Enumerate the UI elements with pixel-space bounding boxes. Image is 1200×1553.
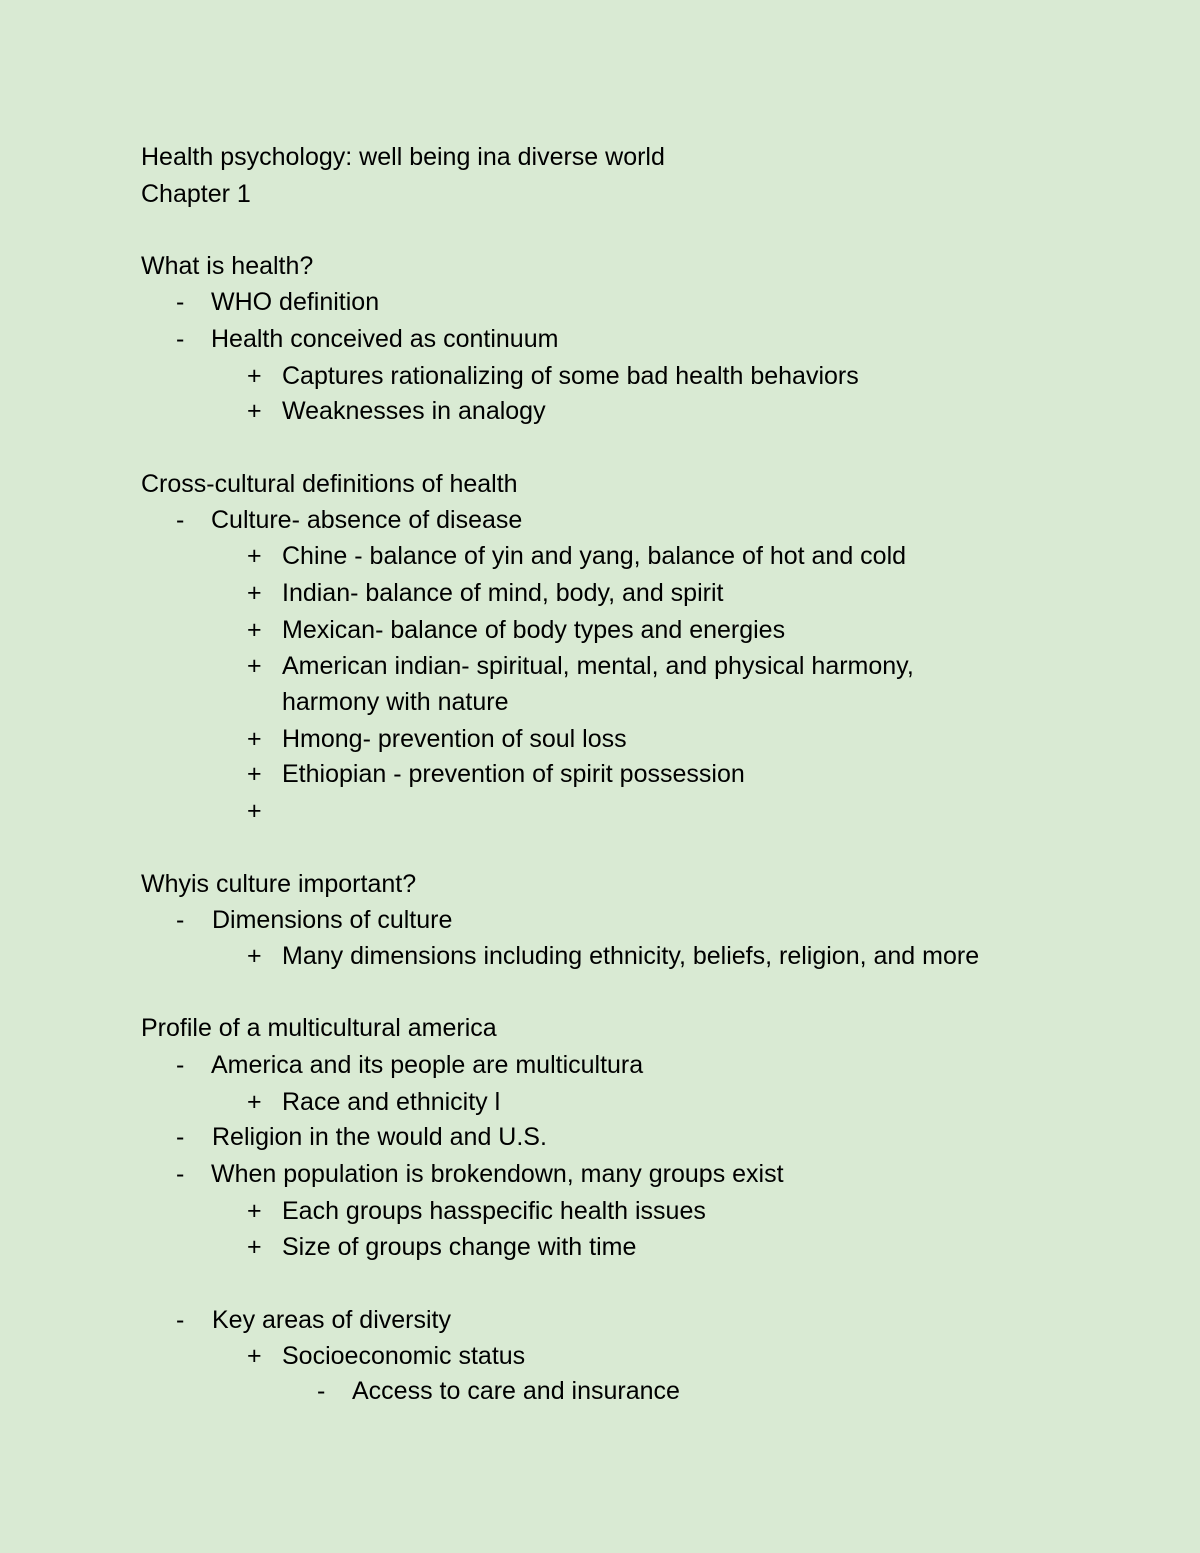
plus-bullet: +	[247, 760, 262, 788]
plus-bullet: +	[247, 652, 262, 680]
dash-bullet: -	[317, 1377, 326, 1405]
section-heading: Profile of a multicultural america	[141, 1014, 497, 1042]
dash-bullet: -	[176, 1306, 185, 1334]
section-heading: What is health?	[141, 252, 314, 280]
list-item-text: When population is brokendown, many groups exist	[211, 1160, 784, 1188]
list-item-text: Size of groups change with time	[282, 1233, 637, 1261]
plus-bullet: +	[247, 1233, 262, 1261]
list-item-text: Many dimensions including ethnicity, beliefs, religion, and more	[282, 942, 980, 970]
plus-bullet: +	[247, 1197, 262, 1225]
list-item-text: WHO definition	[211, 288, 380, 316]
plus-bullet: +	[247, 942, 262, 970]
list-item-text: Dimensions of culture	[212, 906, 453, 934]
list-item-text: Health conceived as continuum	[211, 325, 559, 353]
list-item-text: Weaknesses in analogy	[282, 397, 546, 425]
plus-bullet: +	[247, 616, 262, 644]
plus-bullet: +	[247, 725, 262, 753]
list-item-text: Race and ethnicity l	[282, 1088, 501, 1116]
dash-bullet: -	[176, 906, 185, 934]
list-item-text: Hmong- prevention of soul loss	[282, 725, 627, 753]
list-item-text: Religion in the would and U.S.	[212, 1123, 547, 1151]
plus-bullet: +	[247, 1342, 262, 1370]
list-item-text: America and its people are multicultura	[211, 1051, 644, 1079]
section-heading: Whyis culture important?	[141, 870, 417, 898]
plus-bullet: +	[247, 362, 262, 390]
list-item-text: Each groups hasspecific health issues	[282, 1197, 706, 1225]
list-item-text: American indian- spiritual, mental, and physical harmony,	[282, 652, 914, 680]
plus-bullet: +	[247, 397, 262, 425]
list-item-text: Mexican- balance of body types and energies	[282, 616, 786, 644]
document-title: Health psychology: well being ina diverse world	[141, 143, 665, 171]
list-item-text: Captures rationalizing of some bad health behaviors	[282, 362, 859, 390]
plus-bullet: +	[247, 579, 262, 607]
list-item-text: Indian- balance of mind, body, and spirit	[282, 579, 724, 607]
dash-bullet: -	[176, 1051, 185, 1079]
list-item-text: Culture- absence of disease	[211, 506, 523, 534]
list-item-text: Access to care and insurance	[352, 1377, 680, 1405]
dash-bullet: -	[176, 288, 185, 316]
section-heading: Cross-cultural definitions of health	[141, 470, 518, 498]
chapter-label: Chapter 1	[141, 180, 251, 208]
plus-bullet: +	[247, 1088, 262, 1116]
list-item-text: Ethiopian - prevention of spirit possession	[282, 760, 745, 788]
plus-bullet: +	[247, 797, 262, 825]
list-item-text: Key areas of diversity	[212, 1306, 451, 1334]
dash-bullet: -	[176, 1123, 185, 1151]
list-item-text: Socioeconomic status	[282, 1342, 526, 1370]
dash-bullet: -	[176, 325, 185, 353]
dash-bullet: -	[176, 506, 185, 534]
plus-bullet: +	[247, 542, 262, 570]
list-item-text: Chine - balance of yin and yang, balance of hot and cold	[282, 542, 907, 570]
dash-bullet: -	[176, 1160, 185, 1188]
list-item-text: harmony with nature	[282, 688, 509, 716]
